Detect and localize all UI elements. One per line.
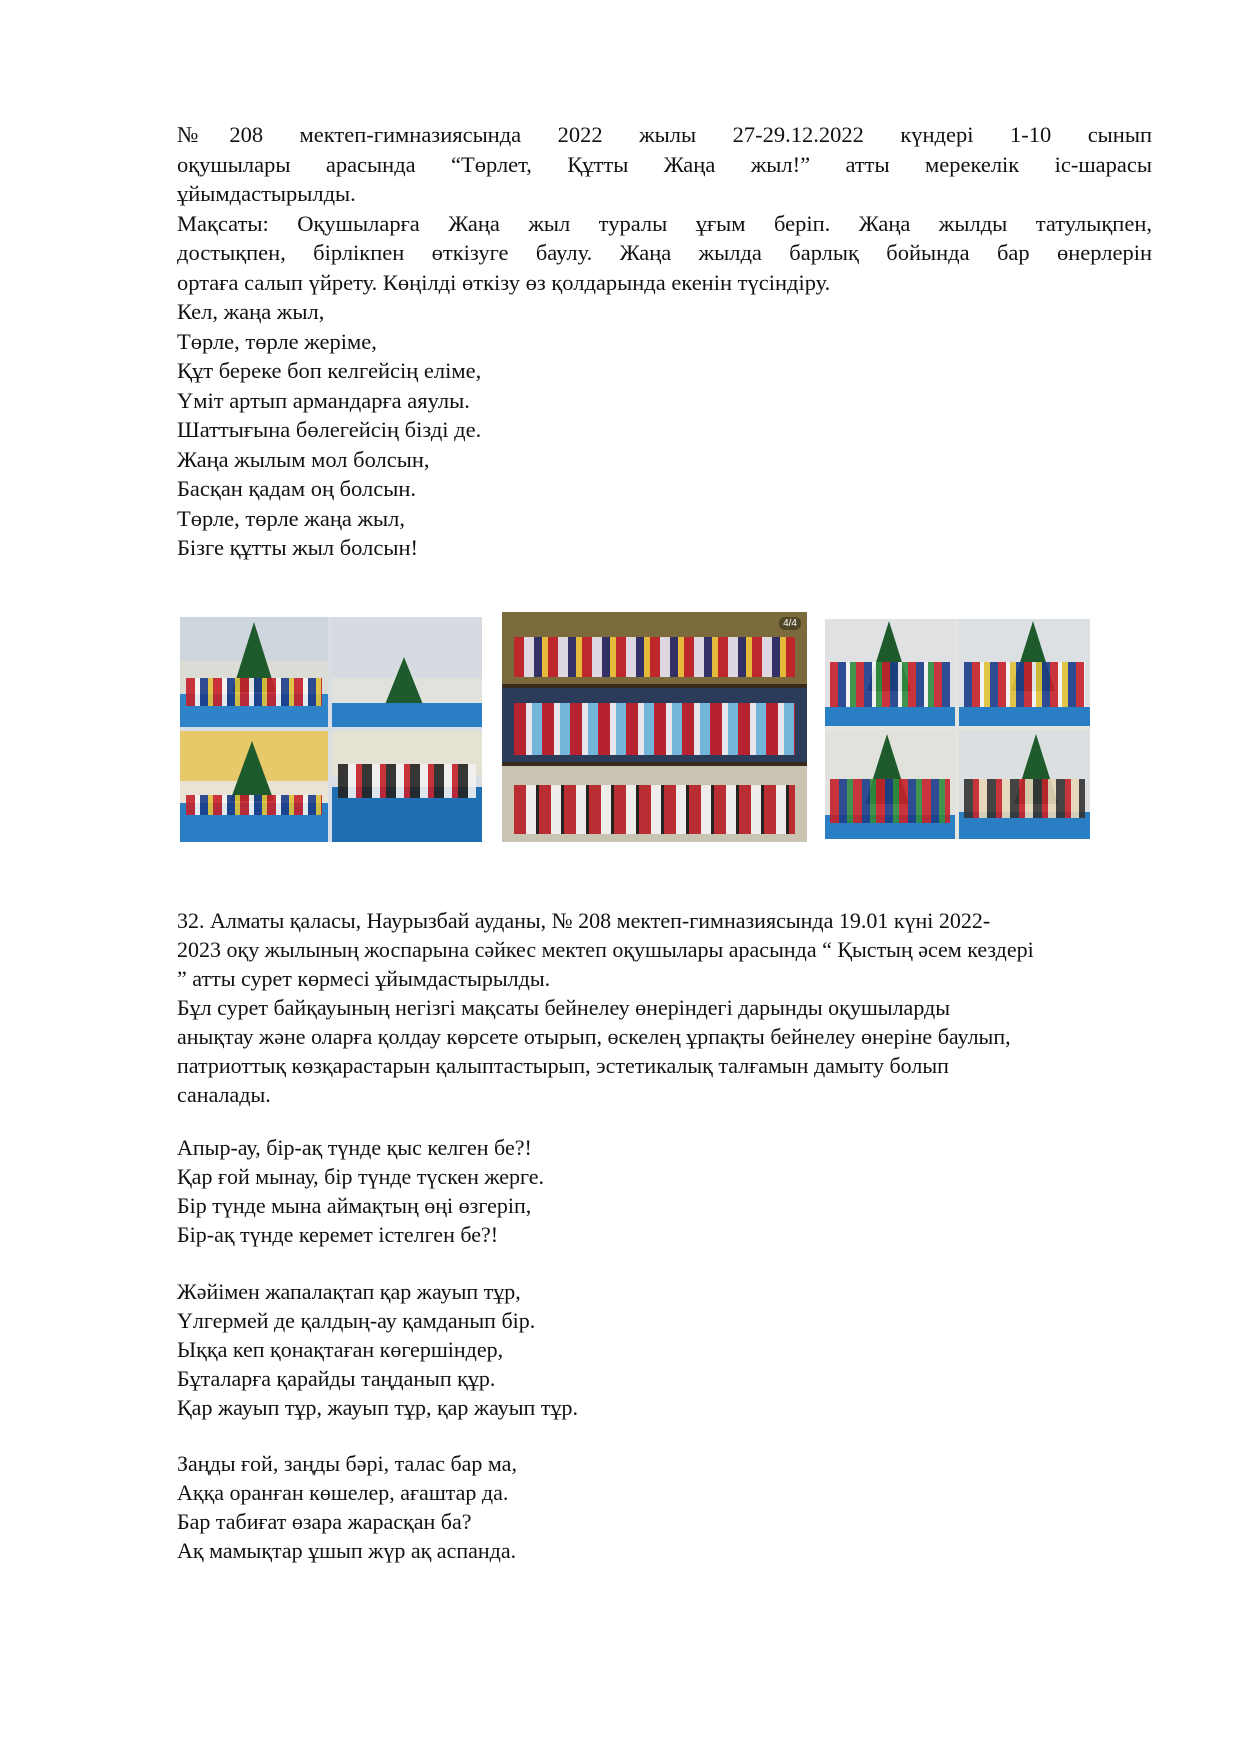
text-line: патриоттық көзқарастарын қалыптастырып, эстетикалық талғамын дамыту болып [177, 1053, 949, 1078]
text-line: №208 мектеп-гимназиясында 2022 жылы 27-29.12.2022 күндері 1-10 сынып [177, 122, 1152, 147]
text-line: анықтау және оларға қолдау көрсете отырып, өскелең ұрпақты бейнелеу өнеріне баулып, [177, 1024, 1011, 1049]
section1-poem [177, 297, 1152, 563]
poem-line: Басқан қадам оң болсын. [177, 476, 417, 501]
poem-line: Ақ мамықтар ұшып жүр ақ аспанда. [177, 1538, 517, 1563]
section2-stanza-1 [177, 1133, 1152, 1249]
text-line: 32. Алматы қаласы, Наурызбай ауданы, № 208 мектеп-гимназиясында 19.01 күні 2022- [177, 908, 991, 933]
text-line: саналады. [177, 1082, 271, 1107]
text-line: оқушылары арасында “Төрлет, Құтты Жаңа жыл!” атты мерекелік іс-шарасы [177, 151, 1152, 177]
poem-line: Апыр-ау, бір-ақ түнде қыс келген бе?! [177, 1135, 532, 1160]
poem-line: Бізге құтты жыл болсын! [177, 535, 418, 560]
poem-line: Төрле, төрле жеріме, [177, 328, 377, 354]
poem-line: Жәйімен жапалақтап қар жауып тұр, [177, 1279, 521, 1304]
text-line: Бұл сурет байқауының негізгі мақсаты бейнелеу өнеріндегі дарынды оқушыларды [177, 995, 951, 1020]
poem-line: Үміт артып армандарға аяулы. [177, 387, 470, 413]
poem-line: Бір-ақ түнде керемет істелген бе?! [177, 1222, 499, 1247]
poem-line: Үлгермей де қалдың-ау қамданып бір. [177, 1308, 536, 1333]
section2-intro [177, 906, 1152, 1109]
poem-line: Аққа оранған көшелер, ағаштар да. [177, 1480, 509, 1505]
text-line: 2023 оқу жылының жоспарына сәйкес мектеп оқушылары арасында “ Қыстың әсем кездері [177, 937, 1034, 962]
poem-line: Бар табиғат өзара жарасқан ба? [177, 1509, 472, 1534]
poem-line: Құт береке боп келгейсің еліме, [177, 358, 482, 383]
text-line: Мақсаты: Оқушыларға Жаңа жыл туралы ұғым беріп. Жаңа жылды татулықпен, [177, 210, 1152, 236]
poem-line: Қар жауып тұр, жауып тұр, қар жауып тұр. [177, 1395, 578, 1420]
poem-line: Қар ғой мынау, бір түнде түскен жерге. [177, 1164, 545, 1189]
section2-stanza-3 [177, 1449, 1152, 1565]
poem-line: Кел, жаңа жыл, [177, 299, 325, 324]
text-line: достықпен, бірлікпен өткізуге баулу. Жаңа жылда барлық бойында бар өнерлерін [177, 240, 1152, 265]
section2-stanza-2 [177, 1277, 1152, 1422]
text-line: ортаға салып үйрету. Көңілді өткізу өз қолдарында екенін түсіндіру. [177, 269, 831, 295]
photo-collage-2 [502, 612, 807, 842]
text-line: ұйымдастырылды. [177, 181, 356, 206]
poem-line: Шаттығына бөлегейсің бізді де. [177, 417, 482, 442]
poem-line: Бір түнде мына аймақтың өңі өзгеріп, [177, 1193, 532, 1218]
poem-line: Заңды ғой, заңды бәрі, талас бар ма, [177, 1451, 517, 1476]
page-counter-badge: 4/4 [779, 617, 801, 630]
text-line: ” атты сурет көрмесі ұйымдастырылды. [177, 966, 551, 991]
photo-collage-1 [180, 617, 482, 842]
poem-line: Төрле, төрле жаңа жыл, [177, 505, 405, 531]
poem-line: Бұталарға қарайды таңданып құр. [177, 1366, 496, 1391]
poem-line: Ыққа кеп қонақтаған көгершіндер, [177, 1337, 504, 1362]
section1-intro [177, 120, 1152, 297]
poem-line: Жаңа жылым мол болсын, [177, 446, 430, 472]
photo-collage-3 [825, 619, 1090, 839]
